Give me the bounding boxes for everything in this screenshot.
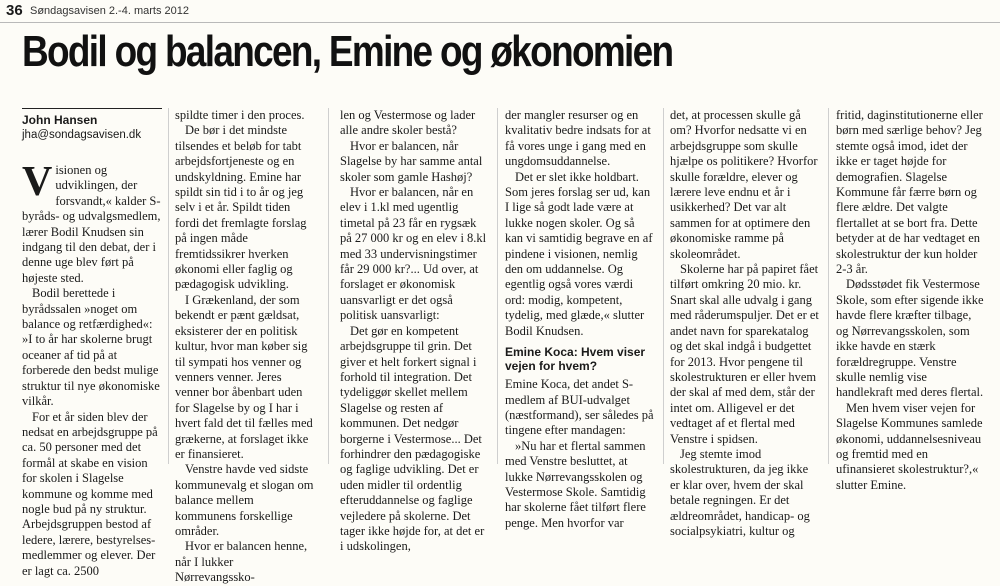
column-divider [168, 108, 169, 464]
column-divider [828, 108, 829, 464]
paragraph: Men hvem viser vejen for Slagelse Kommunes samlede økonomi, uddannelsesniveau og fremtid med en ufinansieret skolestruktur?,« slutter Emine. [836, 400, 983, 492]
lead-paragraph-text: isionen og udviklingen, der forsvandt,« kalder S-byråds- og udvalgsmedlem, lærer Bodil Knudsen sin indgang til den debat, der i denne uge blev ført på højeste sted. [22, 163, 161, 285]
article-column-4 [505, 108, 655, 531]
article-column-2 [175, 108, 315, 586]
byline-name: John Hansen [22, 113, 98, 127]
paragraph: Hvor er balancen, når Slagelse by har samme antal skoler som gamle Hashøj? [340, 138, 483, 184]
paragraph: Hvor er balancen, når en elev i 1.kl med ugentlig timetal på 23 får en rygsæk på 27 000 kr og en elev i 8.kl med 33 undervisningstimer får 29 000 kr?... Ud over, at forslaget er økonomisk uansvarligt er det også politisk uansvarligt: [340, 185, 487, 323]
column-divider [663, 108, 664, 464]
paragraph: len og Vestermose og lader alle andre skoler bestå? [340, 108, 476, 138]
paragraph: Dødsstødet fik Vestermose Skole, som efter sigende ikke havde flere kræfter tilbage, og Nørrevangsskolen, som ikke havde en stærk forældregruppe. Venstre skulle nemlig vise handlekraft med deres flertal. [836, 277, 984, 400]
drop-cap: V [22, 159, 53, 205]
paragraph: I Grækenland, der som bekendt er pænt gældsat, eksisterer der en politisk kultur, hvor man køber sig til sympati hos venner og venners venner. Jeres venner bor åbenbart uden for Slagelse by og I har i hvert fald det til fælles med grækerne, at forslaget ikke er finansieret. [175, 292, 313, 461]
headline: Bodil og balancen, Emine og økonomien [22, 27, 673, 76]
article-column-5 [670, 108, 820, 539]
column-divider [497, 108, 498, 464]
article-column-1 [22, 108, 162, 579]
subheading: Emine Koca: Hvem viser vejen for hvem? [505, 345, 646, 374]
paragraph: der mangler resurser og en kvalitativ bedre indsats for at få vores unge i gang med en ungdomsuddannelse. [505, 108, 651, 169]
page-header [0, 0, 1000, 23]
paragraph: spildte timer i den proces. [175, 108, 305, 122]
paragraph: Det gør en kompetent arbejdsgruppe til grin. Det giver et helt forkert signal i forhold til integration. Det tydeliggør skellet mellem Slagelse og resten af kommunen. Det nedgør borgerne i Vestermose... Det forhindrer den pædagogiske og faglige udvikling. Det er uden midler til ordentlig efteruddannelse og faglige vejledere på skolerne. Det tager ikke højde for, at det er i udskolingen, [340, 323, 485, 554]
article-column-3 [340, 108, 490, 555]
paragraph: Jeg stemte imod skolestrukturen, da jeg ikke er klar over, hvem der skal betale regningen. Er det ældreområdet, handicap- og socialpsykiatri, kultur og [670, 446, 810, 538]
publication-date: Søndagsavisen 2.-4. marts 2012 [30, 5, 189, 17]
paragraph: For et år siden blev der nedsat en arbejdsgruppe på ca. 50 personer med det formål at skabe en vision for skolen i Slagelse kommune og komme med nogle bud på ny struktur. Arbejdsgruppen bestod af ledere, lærere, bestyrelses-medlemmer og elever. Der er lagt ca. 2500 [22, 409, 158, 578]
paragraph: Emine Koca, det andet S-medlem af BUI-udvalget (næstformand), ser således på tingene efter mandagen: [505, 377, 654, 438]
paragraph: Det er slet ikke holdbart. Som jeres forslag ser ud, kan I lige så godt lade være at lukke nogen skoler. Og så kan vi samtidig begrave en af pindene i visionen, nemlig den om uddannelse. Og egentlig også vores værdi ord: modig, kompetent, tydelig, med glæde,« slutter Bodil Knudsen. [505, 169, 653, 338]
byline-email[interactable]: jha@sondagsavisen.dk [22, 129, 142, 141]
paragraph: Bodil berettede i byrådssalen »noget om balance og retfærdighed«: »I to år har skolerne brugt oceaner af tid på at forberede den bedst mulige struktur til nye økonomiske vilkår. [22, 286, 160, 409]
paragraph: De bør i det mindste tilsendes et beløb for tabt arbejdsfortjeneste og en undskyldning. Emine har spildt sin tid i to år og jeg selv i et år. Spildt tiden fordi det fremlagte forslag på ingen måde fremtidssikrer hverken økonomi eller faglig og pædagogisk udvikling. [175, 123, 307, 292]
lead-paragraph [22, 159, 162, 286]
paragraph: fritid, daginstitutionerne eller børn med særlige behov? Jeg stemte også imod, idet der ikke er taget højde for demografien. Slagelse Kommune får færre børn og flere ældre. Det valgte flertallet at se bort fra. Dette betyder at de har vedtaget en skolestruktur der kun holder 2-3 år. [836, 108, 983, 277]
paragraph: Hvor er balancen henne, når I lukker Nørrevangssko- [175, 539, 308, 585]
column-divider [328, 108, 329, 464]
article-column-6 [836, 108, 986, 493]
paragraph: Venstre havde ved sidste kommunevalg et slogan om balance mellem kommunens forskellige områder. [175, 462, 314, 538]
byline-rule [22, 108, 162, 109]
page-number: 36 [6, 2, 23, 19]
paragraph: »Nu har et flertal sammen med Venstre besluttet, at lukke Nørrevangsskolen og Vestermose Skole. Samtidig har skolerne fået tilført flere penge. Men hvorfor var [505, 438, 646, 530]
paragraph: det, at processen skulle gå om? Hvorfor nedsatte vi en arbejdsgruppe som skulle hjælpe os politikere? Hvorfor skulle forældre, elever og lærere leve endnu et år i usikkerhed? Det var alt sammen for at optimere den økonomiske ramme på skoleområdet. [670, 108, 818, 261]
paragraph: Skolerne har på papiret fået tilført omkring 20 mio. kr. Snart skal alle udvalg i gang med råderumspuljer. Det er et andet navn for sparekatalog og det skal indgå i budgettet for 2013. Hvor pengene til skolestrukturen er eller hvem der skal af med dem, står der intet om. Alligevel er det vedtaget af et flertal med Venstre i spidsen. [670, 262, 819, 446]
